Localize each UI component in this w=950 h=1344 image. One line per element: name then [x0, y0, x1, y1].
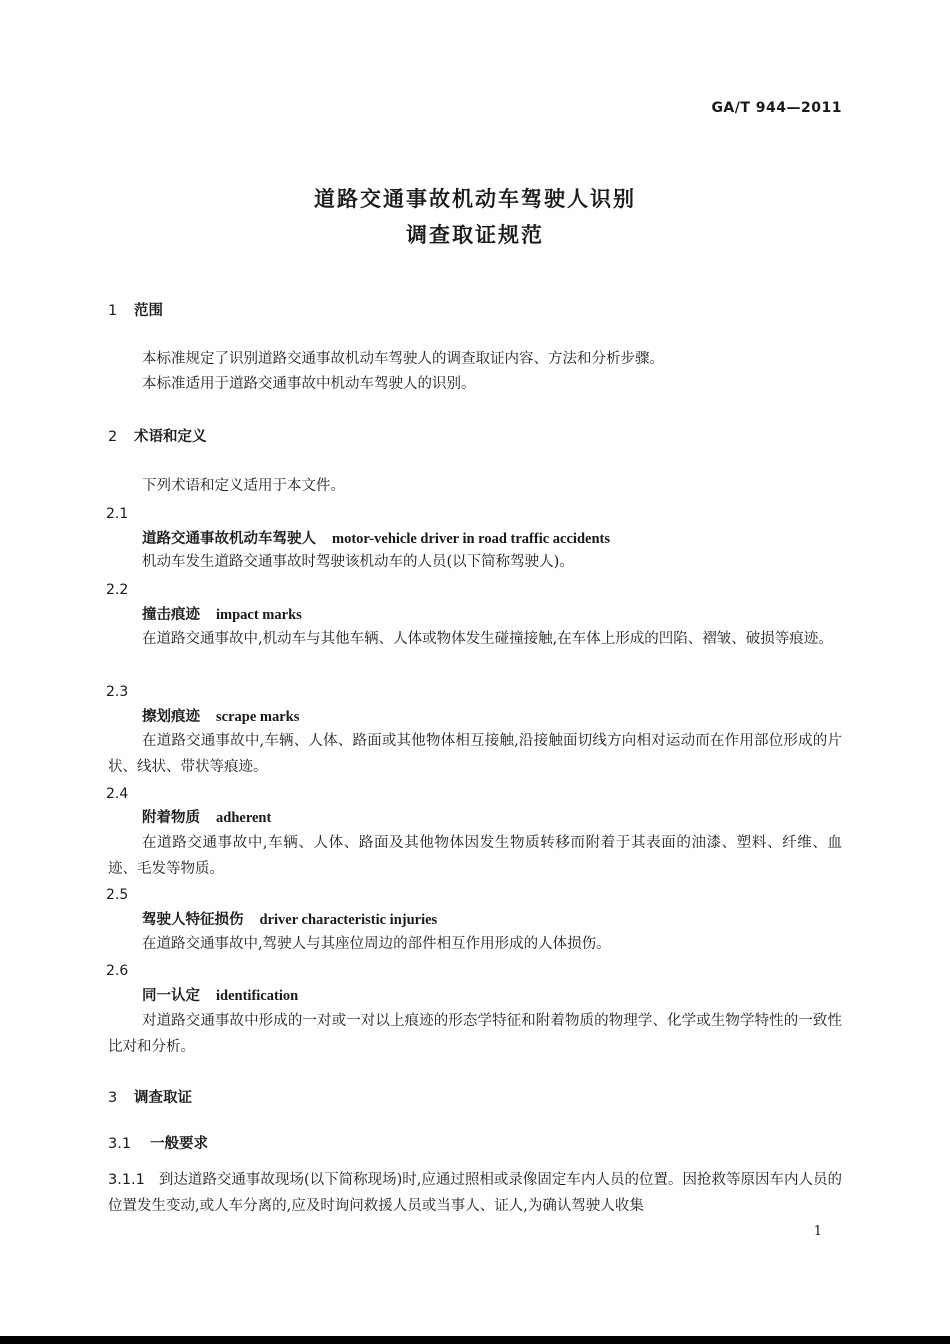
page-number: 1	[813, 1224, 822, 1239]
term-heading	[142, 529, 610, 549]
term-zh: 撞击痕迹	[142, 607, 200, 623]
section-title: 调查取证	[134, 1090, 192, 1106]
term-zh: 道路交通事故机动车驾驶人	[142, 531, 316, 547]
term-en: motor-vehicle driver in road traffic accidents	[332, 531, 610, 547]
document-title-line1: 道路交通事故机动车驾驶人识别	[314, 187, 636, 211]
section-number: 1	[108, 303, 118, 319]
term-number: 2.4	[106, 786, 129, 802]
term-zh: 同一认定	[142, 988, 200, 1004]
document-title-line2: 调查取证规范	[406, 223, 544, 247]
term-en: adherent	[216, 810, 272, 826]
section-2-intro: 下列术语和定义适用于本文件。	[142, 478, 345, 494]
term-heading	[142, 707, 299, 727]
term-en: identification	[216, 988, 299, 1004]
term-heading	[142, 910, 437, 930]
term-number: 2.1	[106, 506, 129, 522]
subsection-title: 一般要求	[150, 1136, 208, 1152]
clause-3-1-1	[108, 1168, 842, 1219]
section-title: 范围	[134, 303, 163, 319]
term-number: 2.5	[106, 887, 129, 903]
term-number: 2.6	[106, 963, 129, 979]
term-definition: 对道路交通事故中形成的一对或一对以上痕迹的形态学特征和附着物质的物理学、化学或生物学特性的一致性比对和分析。	[108, 1013, 842, 1055]
term-definition: 机动车发生道路交通事故时驾驶该机动车的人员(以下简称驾驶人)。	[142, 554, 574, 570]
term-zh: 附着物质	[142, 810, 200, 826]
term-definition: 在道路交通事故中,驾驶人与其座位周边的部件相互作用形成的人体损伤。	[142, 936, 611, 952]
section-1-paragraph-2: 本标准适用于道路交通事故中机动车驾驶人的识别。	[142, 376, 476, 392]
section-number: 3	[108, 1090, 118, 1106]
term-heading	[142, 986, 298, 1006]
term-zh: 驾驶人特征损伤	[142, 912, 244, 928]
clause-number: 3.1.1	[108, 1172, 145, 1188]
term-definition: 在道路交通事故中,车辆、人体、路面及其他物体因发生物质转移而附着于其表面的油漆、塑料、纤维、血迹、毛发等物质。	[108, 835, 842, 877]
clause-text: 到达道路交通事故现场(以下简称现场)时,应通过照相或录像固定车内人员的位置。因抢救等原因车内人员的位置发生变动,或人车分离的,应及时询问救援人员或当事人、证人,为确认驾驶人收集	[108, 1172, 842, 1214]
term-en: driver characteristic injuries	[259, 912, 438, 928]
term-en: scrape marks	[216, 709, 300, 725]
section-title: 术语和定义	[134, 429, 207, 445]
section-3-heading	[108, 1088, 192, 1108]
section-1-heading	[108, 301, 163, 321]
section-1-paragraph-1: 本标准规定了识别道路交通事故机动车驾驶人的调查取证内容、方法和分析步骤。	[142, 351, 664, 367]
term-definition: 在道路交通事故中,车辆、人体、路面或其他物体相互接触,沿接触面切线方向相对运动而在作用部位形成的片状、线状、带状等痕迹。	[108, 733, 842, 775]
subsection-number: 3.1	[108, 1136, 132, 1152]
term-en: impact marks	[216, 607, 302, 623]
term-zh: 擦划痕迹	[142, 709, 200, 725]
standard-code: GA/T 944—2011	[711, 100, 842, 116]
term-number: 2.2	[106, 582, 129, 598]
subsection-3-1-heading	[108, 1134, 208, 1154]
section-2-heading	[108, 427, 207, 447]
term-heading	[142, 605, 302, 625]
term-number: 2.3	[106, 684, 129, 700]
term-definition: 在道路交通事故中,机动车与其他车辆、人体或物体发生碰撞接触,在车体上形成的凹陷、褶皱、破损等痕迹。	[142, 631, 833, 647]
section-number: 2	[108, 429, 118, 445]
term-heading	[142, 808, 271, 828]
bottom-border	[0, 1336, 950, 1344]
